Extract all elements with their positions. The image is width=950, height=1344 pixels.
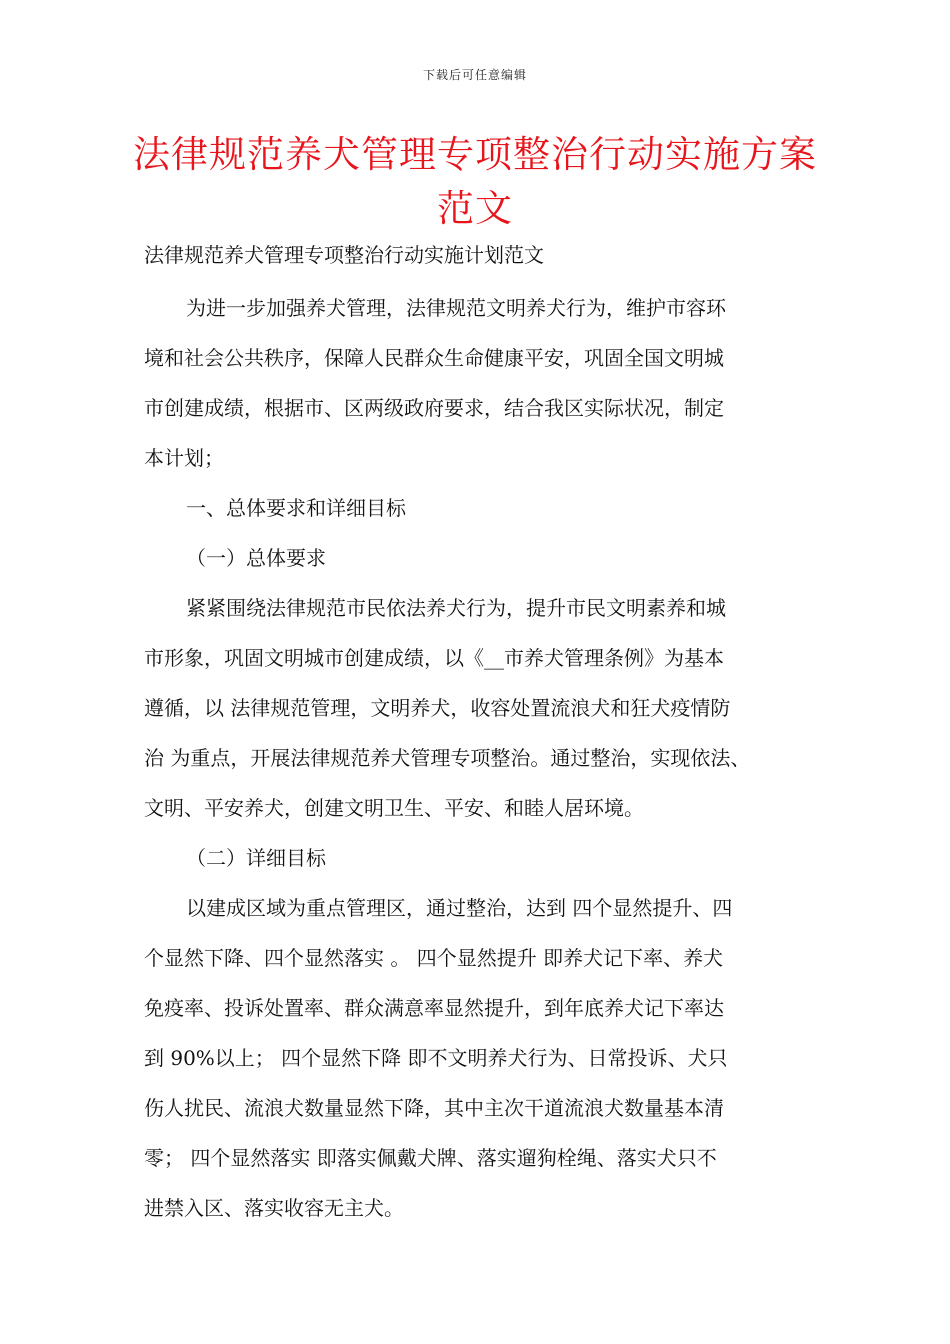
document-subtitle: 法律规范养犬管理专项整治行动实施计划范文 bbox=[144, 243, 544, 267]
sub2-line-4: 到 90%以上； 四个显然下降 即不文明养犬行为、日常投诉、犬只 bbox=[144, 1046, 728, 1070]
document-title bbox=[120, 128, 830, 236]
sub2-line-3: 免疫率、投诉处置率、群众满意率显然提升，到年底养犬记下率达 bbox=[144, 996, 724, 1020]
intro-line-1: 为进一步加强养犬管理，法律规范文明养犬行为，维护市容环 bbox=[186, 296, 726, 320]
intro-line-3: 市创建成绩，根据市、区两级政府要求，结合我区实际状况，制定 bbox=[144, 396, 724, 420]
sub1-line-4: 治 为重点，开展法律规范养犬管理专项整治。通过整治，实现依法、 bbox=[144, 746, 751, 770]
document-body bbox=[144, 233, 824, 1221]
sub1-line-2: 市形象，巩固文明城市创建成绩，以《__市养犬管理条例》为基本 bbox=[144, 646, 724, 670]
subsection-2-heading: （二）详细目标 bbox=[186, 846, 326, 870]
title-line-2: 范文 bbox=[437, 187, 513, 230]
sub1-line-5: 文明、平安养犬，创建文明卫生、平安、和睦人居环境。 bbox=[144, 796, 644, 820]
sub2-line-5: 伤人扰民、流浪犬数量显然下降，其中主次干道流浪犬数量基本清 bbox=[144, 1096, 724, 1120]
sub1-line-1: 紧紧围绕法律规范市民依法养犬行为，提升市民文明素养和城 bbox=[186, 596, 726, 620]
section-1-heading: 一、总体要求和详细目标 bbox=[186, 496, 406, 520]
sub1-line-3: 遵循，以 法律规范管理，文明养犬，收容处置流浪犬和狂犬疫情防 bbox=[144, 696, 731, 720]
sub2-line-1: 以建成区域为重点管理区，通过整治，达到 四个显然提升、四 bbox=[186, 896, 733, 920]
intro-line-2: 境和社会公共秩序，保障人民群众生命健康平安，巩固全国文明城 bbox=[144, 346, 724, 370]
sub2-line-7: 进禁入区、落实收容无主犬。 bbox=[144, 1196, 404, 1220]
sub2-line-6: 零； 四个显然落实 即落实佩戴犬牌、落实遛狗栓绳、落实犬只不 bbox=[144, 1146, 717, 1170]
download-note: 下载后可任意编辑 bbox=[422, 68, 527, 82]
sub2-line-2: 个显然下降、四个显然落实 。 四个显然提升 即养犬记下率、养犬 bbox=[144, 946, 724, 970]
subsection-1-heading: （一）总体要求 bbox=[186, 546, 326, 570]
title-line-1: 法律规范养犬管理专项整治行动实施方案 bbox=[133, 133, 817, 176]
intro-line-4: 本计划； bbox=[144, 446, 224, 470]
